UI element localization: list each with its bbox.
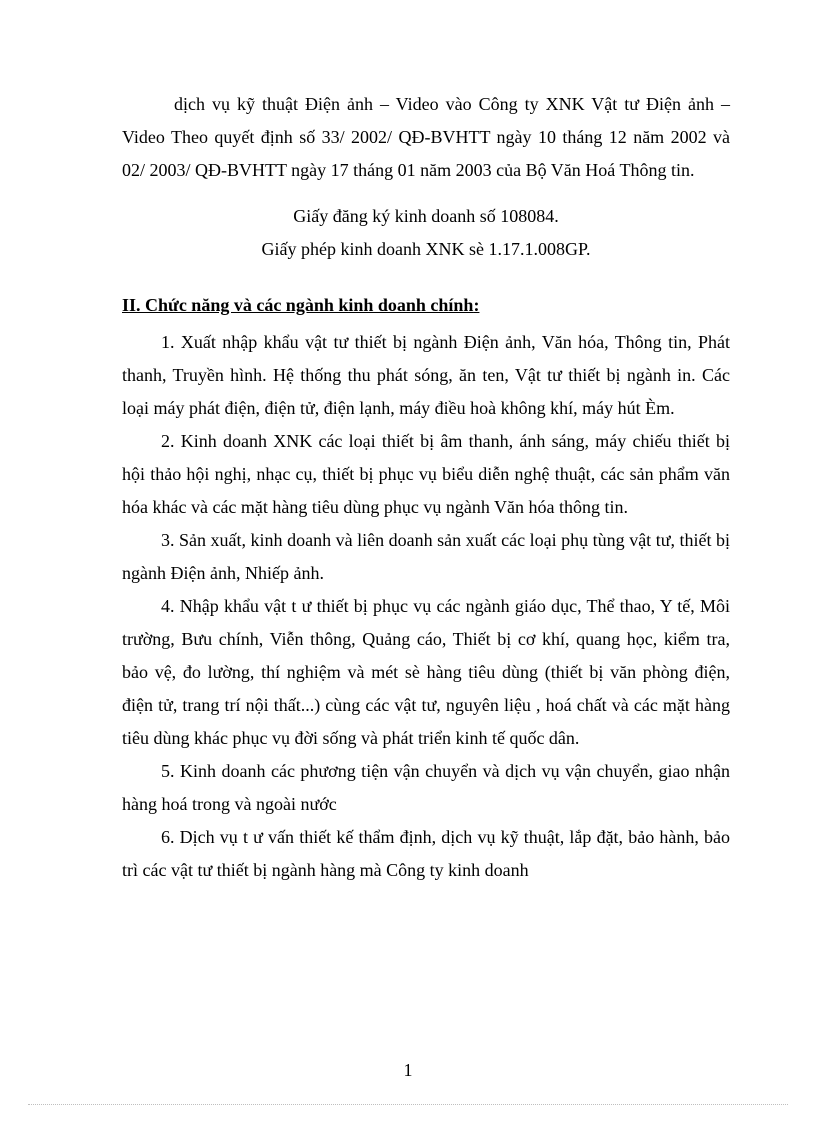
business-registration-line: Giấy đăng ký kinh doanh số 108084.: [293, 206, 559, 226]
section-heading-colon: :: [473, 295, 480, 315]
footer-divider: [28, 1104, 788, 1105]
section-heading: [122, 289, 730, 322]
section-heading-text: II. Chức năng và các ngành kinh doanh chính: [122, 295, 474, 315]
page-number: 1: [403, 1060, 413, 1080]
list-item: 4. Nhập khẩu vật t ư thiết bị phục vụ các ngành giáo dục, Thể thao, Y tế, Môi trường, Bưu chính, Viễn thông, Quảng cáo, Thiết bị cơ khí, quang học, kiểm tra, bảo vệ, đo lường, thí nghiệm và mét sè hàng tiêu dùng (thiết bị văn phòng điện, điện tử, trang trí nội thất...) cùng các vật tư, nguyên liệu , hoá chất và các mặt hàng tiêu dùng khác phục vụ đời sống và phát triển kinh tế quốc dân.: [122, 596, 730, 748]
list-item: 6. Dịch vụ t ư vấn thiết kế thẩm định, dịch vụ kỹ thuật, lắp đặt, bảo hành, bảo trì các vật tư thiết bị ngành hàng mà Công ty kinh doanh: [122, 827, 730, 880]
list-item: 3. Sản xuất, kinh doanh và liên doanh sản xuất các loại phụ tùng vật tư, thiết bị ngành Điện ảnh, Nhiếp ảnh.: [122, 530, 730, 583]
list-item: 2. Kinh doanh XNK các loại thiết bị âm thanh, ánh sáng, máy chiếu thiết bị hội thảo hội nghị, nhạc cụ, thiết bị phục vụ biểu diễn nghệ thuật, các sản phẩm văn hóa khác và các mặt hàng tiêu dùng phục vụ ngành Văn hóa thông tin.: [122, 431, 730, 517]
intro-paragraph: dịch vụ kỹ thuật Điện ảnh – Video vào Công ty XNK Vật tư Điện ảnh – Video Theo quyết định số 33/ 2002/ QĐ-BVHTT ngày 10 tháng 12 năm 2002 và 02/ 2003/ QĐ-BVHTT ngày 17 tháng 01 năm 2003 của Bộ Văn Hoá Thông tin.: [122, 94, 730, 180]
import-export-license-line: Giấy phép kinh doanh XNK sè 1.17.1.008GP.: [261, 239, 591, 259]
list-item: 1. Xuất nhập khẩu vật tư thiết bị ngành Điện ảnh, Văn hóa, Thông tin, Phát thanh, Truyền hình. Hệ thống thu phát sóng, ăn ten, Vật tư thiết bị ngành in. Các loại máy phát điện, điện tử, điện lạnh, máy điều hoà không khí, máy hút Èm.: [122, 332, 730, 418]
list-item: 5. Kinh doanh các phương tiện vận chuyển và dịch vụ vận chuyển, giao nhận hàng hoá trong và ngoài nước: [122, 761, 730, 814]
document-body: [122, 88, 730, 887]
license-block: [122, 200, 730, 266]
business-functions-list: [122, 326, 730, 887]
